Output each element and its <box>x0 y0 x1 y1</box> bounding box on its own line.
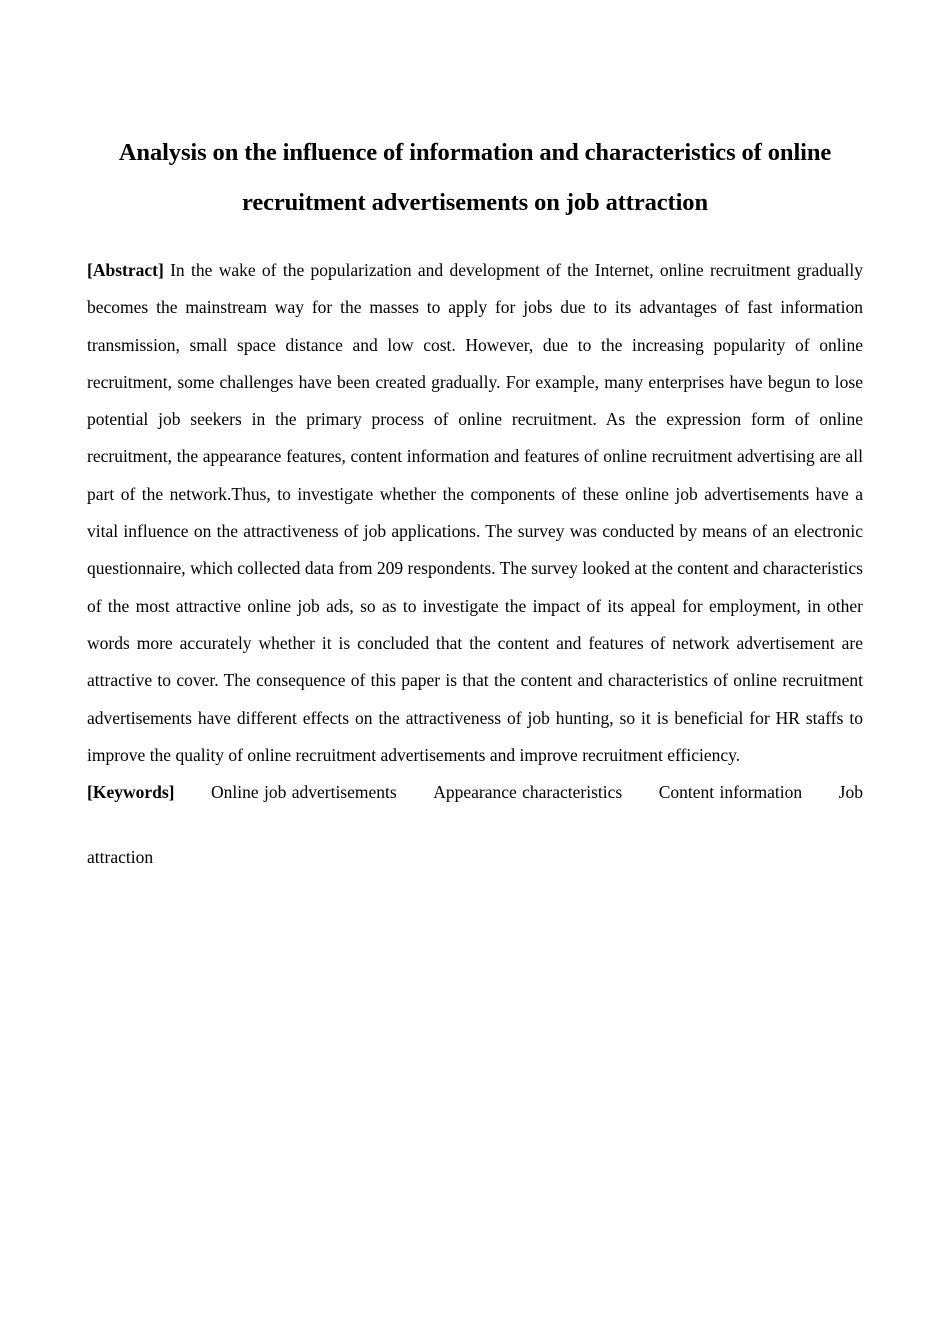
keyword-item: Job <box>838 782 863 803</box>
keywords-line <box>87 774 863 811</box>
keywords-section <box>87 774 863 877</box>
keyword-item: Appearance characteristics <box>433 782 623 803</box>
keywords-continuation <box>87 839 863 876</box>
paper-page <box>87 128 863 877</box>
abstract-text: In the wake of the popularization and development of the Internet, online recruitment gradually becomes the mainstream way for the masses to apply for jobs due to its advantages of fast information transmission, small space distance and low cost. However, due to the increasing popularity of online recruitment, some challenges have been created gradually. For example, many enterprises have begun to lose potential job seekers in the primary process of online recruitment. As the expression form of online recruitment, the appearance features, content information and features of online recruitment advertising are all part of the network.Thus, to investigate whether the components of these online job advertisements have a vital influence on the attractiveness of job applications. The survey was conducted by means of an electronic questionnaire, which collected data from 209 respondents. The survey looked at the content and characteristics of the most attractive online job ads, so as to investigate the impact of its appeal for employment, in other words more accurately whether it is concluded that the content and features of network advertisement are attractive to cover. The consequence of this paper is that the content and characteristics of online recruitment advertisements have different effects on the attractiveness of job hunting, so it is beneficial for HR staffs to improve the quality of online recruitment advertisements and improve recruitment efficiency. <box>87 260 864 765</box>
keywords-label: [Keywords] <box>87 782 175 803</box>
abstract-paragraph <box>87 252 863 774</box>
keyword-item: attraction <box>87 847 154 868</box>
paper-title: Analysis on the influence of information and characteristics of online recruitment advertisements on job attraction <box>118 139 832 216</box>
abstract-label: [Abstract] <box>87 260 164 280</box>
keyword-item: Online job advertisements <box>210 782 397 803</box>
keyword-item: Content information <box>658 782 803 803</box>
